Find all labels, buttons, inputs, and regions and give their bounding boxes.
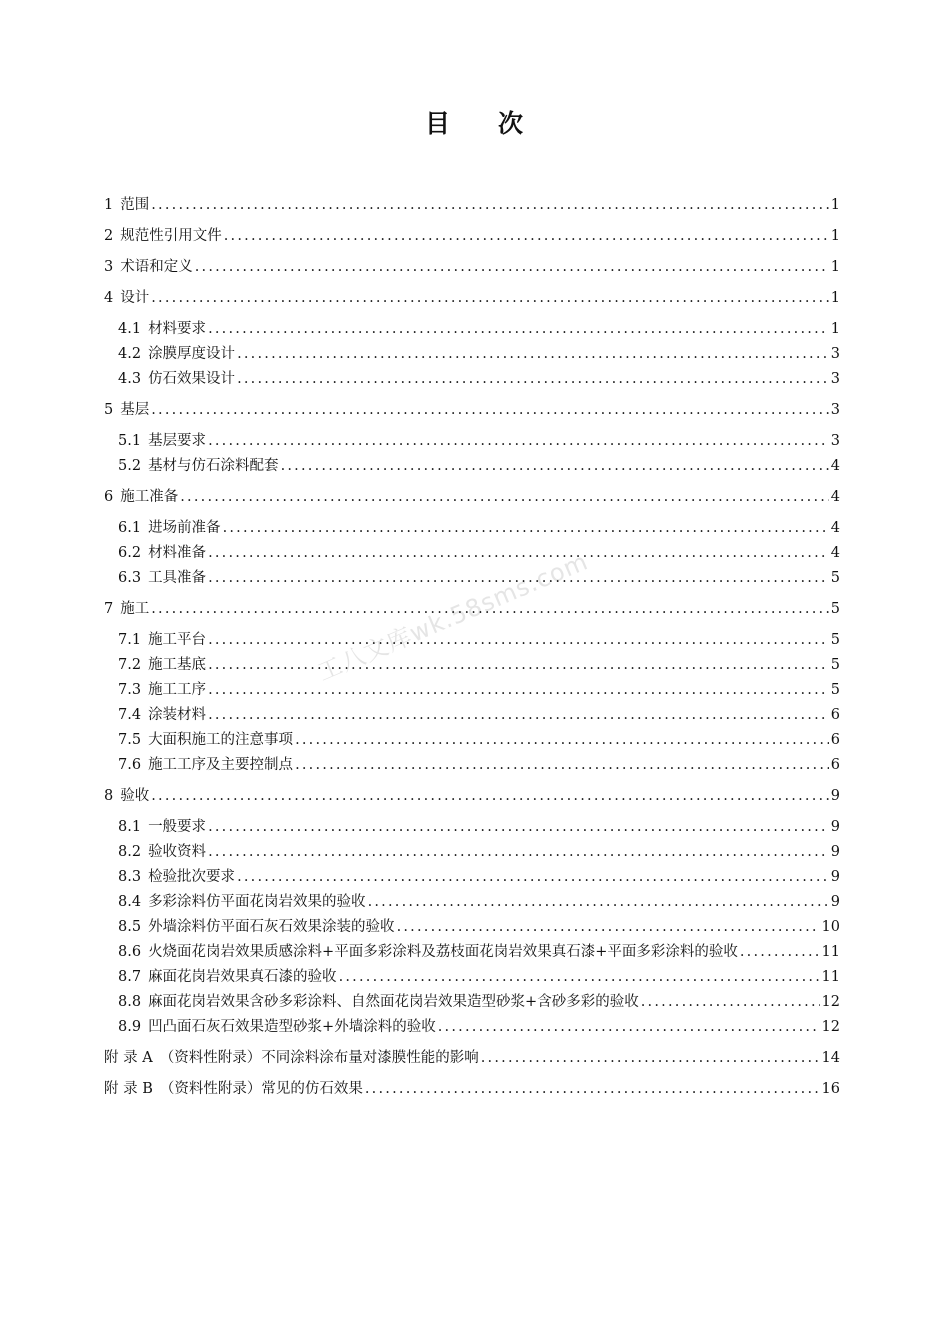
toc-entry-number: 7.3 [118, 682, 142, 698]
toc-entry-page-number: 14 [821, 1050, 840, 1066]
toc-dot-leader [438, 1018, 820, 1036]
toc-entry-label: 验收 [120, 788, 150, 804]
toc-entry-label: 施工工序 [148, 682, 207, 698]
toc-entry-page-number: 11 [821, 944, 840, 960]
toc-entry-label: 检验批次要求 [148, 869, 236, 885]
toc-entry[interactable] [118, 818, 840, 836]
toc-entry[interactable] [118, 893, 840, 911]
toc-entry-page-number: 5 [830, 632, 840, 648]
toc-dot-leader [641, 993, 820, 1011]
toc-dot-leader [208, 544, 829, 562]
toc-dot-leader [295, 756, 829, 774]
toc-entry-page-number: 3 [830, 402, 840, 418]
toc-dot-leader [223, 519, 829, 537]
toc-dot-leader [281, 457, 829, 475]
toc-entry-number: 5 [104, 402, 114, 418]
toc-dot-leader [208, 631, 829, 649]
toc-entry-number: 5.1 [118, 433, 142, 449]
toc-dot-leader [397, 918, 820, 936]
toc-entry-number: 8.9 [118, 1019, 142, 1035]
toc-entry-label: 材料要求 [148, 321, 207, 337]
toc-dot-leader [151, 196, 829, 214]
toc-entry-page-number: 1 [830, 259, 840, 275]
toc-entry-page-number: 6 [830, 707, 840, 723]
toc-entry[interactable] [104, 1080, 840, 1098]
toc-dot-leader [151, 787, 829, 805]
toc-entry[interactable] [104, 227, 840, 245]
toc-dot-leader [368, 893, 829, 911]
toc-entry-page-number: 5 [830, 570, 840, 586]
toc-dot-leader [208, 432, 829, 450]
toc-dot-leader [208, 320, 829, 338]
toc-dot-leader [180, 488, 829, 506]
toc-entry-number: 附 录 B [104, 1081, 153, 1097]
toc-entry-page-number: 3 [830, 346, 840, 362]
toc-entry-number: 7.4 [118, 707, 142, 723]
toc-entry[interactable] [118, 656, 840, 674]
toc-entry-label: 施工工序及主要控制点 [148, 757, 294, 773]
toc-dot-leader [208, 818, 829, 836]
toc-entry[interactable] [118, 345, 840, 363]
toc-entry-number: 8.4 [118, 894, 142, 910]
toc-entry-label: 外墙涂料仿平面石灰石效果涂装的验收 [148, 919, 395, 935]
toc-entry-label: （资料性附录）不同涂料涂布量对漆膜性能的影响 [159, 1050, 479, 1066]
toc-dot-leader [208, 569, 829, 587]
toc-entry[interactable] [118, 918, 840, 936]
toc-entry[interactable] [118, 868, 840, 886]
toc-entry-label: 麻面花岗岩效果真石漆的验收 [148, 969, 337, 985]
toc-entry[interactable] [104, 488, 840, 506]
toc-entry-label: 基材与仿石涂料配套 [148, 458, 279, 474]
toc-dot-leader [237, 345, 829, 363]
toc-entry-page-number: 9 [830, 788, 840, 804]
toc-dot-leader [237, 868, 829, 886]
toc-entry-number: 7 [104, 601, 114, 617]
toc-entry-page-number: 5 [830, 657, 840, 673]
toc-entry-label: （资料性附录）常见的仿石效果 [159, 1081, 363, 1097]
toc-entry-page-number: 1 [830, 228, 840, 244]
toc-dot-leader [208, 656, 829, 674]
toc-entry-page-number: 6 [830, 757, 840, 773]
toc-entry-number: 8.6 [118, 944, 142, 960]
toc-entry-number: 3 [104, 259, 114, 275]
toc-entry-page-number: 1 [830, 290, 840, 306]
toc-entry-label: 规范性引用文件 [120, 228, 222, 244]
toc-entry-label: 术语和定义 [120, 259, 193, 275]
title-char-1: 目 [424, 109, 452, 138]
toc-entry[interactable] [118, 1018, 840, 1036]
toc-entry-page-number: 9 [830, 869, 840, 885]
toc-entry-page-number: 6 [830, 732, 840, 748]
toc-entry-page-number: 5 [830, 601, 840, 617]
toc-entry-number: 8 [104, 788, 114, 804]
toc-entry-label: 设计 [120, 290, 150, 306]
toc-entry-number: 8.8 [118, 994, 142, 1010]
toc-entry-number: 6.2 [118, 545, 142, 561]
toc-entry[interactable] [118, 519, 840, 537]
toc-dot-leader [740, 943, 820, 961]
toc-entry-page-number: 11 [821, 969, 840, 985]
toc-entry[interactable] [118, 681, 840, 699]
toc-entry-number: 8.3 [118, 869, 142, 885]
toc-entry-page-number: 5 [830, 682, 840, 698]
toc-entry-number: 7.6 [118, 757, 142, 773]
toc-entry[interactable] [118, 631, 840, 649]
toc-entry[interactable] [118, 993, 840, 1011]
toc-entry-number: 附 录 A [104, 1050, 153, 1066]
toc-dot-leader [237, 370, 829, 388]
toc-entry-number: 2 [104, 228, 114, 244]
toc-entry-label: 施工 [120, 601, 150, 617]
toc-entry-number: 6 [104, 489, 114, 505]
toc-entry-page-number: 4 [830, 545, 840, 561]
toc-dot-leader [365, 1080, 820, 1098]
toc-entry[interactable] [104, 401, 840, 419]
toc-entry-label: 仿石效果设计 [148, 371, 236, 387]
toc-entry-page-number: 3 [830, 371, 840, 387]
toc-entry-page-number: 1 [830, 197, 840, 213]
toc-entry-page-number: 4 [830, 489, 840, 505]
toc-entry-page-number: 1 [830, 321, 840, 337]
toc-entry-number: 4.1 [118, 321, 142, 337]
toc-dot-leader [208, 843, 829, 861]
toc-entry[interactable] [118, 943, 840, 961]
toc-entry-number: 4.3 [118, 371, 142, 387]
toc-entry[interactable] [104, 289, 840, 307]
toc-entry-page-number: 9 [830, 894, 840, 910]
toc-entry-page-number: 9 [830, 844, 840, 860]
toc-entry-number: 8.2 [118, 844, 142, 860]
toc-dot-leader [208, 706, 829, 724]
toc-entry-page-number: 4 [830, 520, 840, 536]
toc-entry-label: 涂装材料 [148, 707, 207, 723]
toc-entry-label: 进场前准备 [148, 520, 221, 536]
toc-entry[interactable] [104, 787, 840, 805]
toc-entry-number: 8.7 [118, 969, 142, 985]
toc-entry-label: 多彩涂料仿平面花岗岩效果的验收 [148, 894, 366, 910]
toc-dot-leader [151, 289, 829, 307]
toc-entry[interactable] [104, 600, 840, 618]
toc-entry[interactable] [104, 258, 840, 276]
toc-dot-leader [195, 258, 829, 276]
toc-entry[interactable] [118, 706, 840, 724]
toc-entry-label: 一般要求 [148, 819, 207, 835]
toc-entry-number: 7.2 [118, 657, 142, 673]
toc-entry-label: 范围 [120, 197, 150, 213]
toc-dot-leader [224, 227, 829, 245]
toc-entry-number: 4 [104, 290, 114, 306]
toc-entry-label: 施工准备 [120, 489, 179, 505]
toc-entry-number: 1 [104, 197, 114, 213]
toc-entry[interactable] [118, 370, 840, 388]
watermark: 工八文库wk.58sms.com [313, 547, 593, 687]
toc-entry-page-number: 12 [821, 1019, 840, 1035]
toc-entry-page-number: 4 [830, 458, 840, 474]
toc-entry[interactable] [118, 432, 840, 450]
toc-dot-leader [151, 600, 829, 618]
toc-entry-label: 工具准备 [148, 570, 207, 586]
toc-entry-label: 火烧面花岗岩效果质感涂料+平面多彩涂料及荔枝面花岗岩效果真石漆+平面多彩涂料的验收 [148, 944, 738, 960]
toc-entry-page-number: 3 [830, 433, 840, 449]
toc-entry-page-number: 9 [830, 819, 840, 835]
toc-entry[interactable] [118, 968, 840, 986]
toc-entry[interactable] [118, 544, 840, 562]
toc-dot-leader [295, 731, 829, 749]
toc-entry-number: 8.1 [118, 819, 142, 835]
toc-entry[interactable] [118, 569, 840, 587]
toc-dot-leader [339, 968, 820, 986]
toc-entry-number: 6.3 [118, 570, 142, 586]
toc-entry-number: 4.2 [118, 346, 142, 362]
toc-entry[interactable] [104, 196, 840, 214]
toc-entry-label: 麻面花岗岩效果含砂多彩涂料、自然面花岗岩效果造型砂浆+含砂多彩的验收 [148, 994, 639, 1010]
toc-entry-label: 施工平台 [148, 632, 207, 648]
toc-entry-label: 大面积施工的注意事项 [148, 732, 294, 748]
toc-entry[interactable] [118, 320, 840, 338]
toc-dot-leader [151, 401, 829, 419]
toc-entry-label: 涂膜厚度设计 [148, 346, 236, 362]
toc-entry-label: 凹凸面石灰石效果造型砂浆+外墙涂料的验收 [148, 1019, 436, 1035]
toc-entry[interactable] [118, 756, 840, 774]
toc-entry[interactable] [118, 731, 840, 749]
toc-entry-number: 5.2 [118, 458, 142, 474]
toc-entry-label: 基层 [120, 402, 150, 418]
toc-entry-page-number: 10 [821, 919, 840, 935]
toc-entry-number: 6.1 [118, 520, 142, 536]
toc-entry-page-number: 12 [821, 994, 840, 1010]
toc-entry-label: 材料准备 [148, 545, 207, 561]
toc-dot-leader [208, 681, 829, 699]
toc-entry-number: 8.5 [118, 919, 142, 935]
toc-entry[interactable] [104, 1049, 840, 1067]
toc-entry-number: 7.5 [118, 732, 142, 748]
toc-entry-label: 验收资料 [148, 844, 207, 860]
toc-entry[interactable] [118, 457, 840, 475]
toc-entry-label: 基层要求 [148, 433, 207, 449]
toc-entry-number: 7.1 [118, 632, 142, 648]
toc-dot-leader [481, 1049, 820, 1067]
toc-entry-page-number: 16 [821, 1081, 840, 1097]
title-char-2: 次 [498, 109, 526, 138]
toc-entry[interactable] [118, 843, 840, 861]
toc-entry-label: 施工基底 [148, 657, 207, 673]
